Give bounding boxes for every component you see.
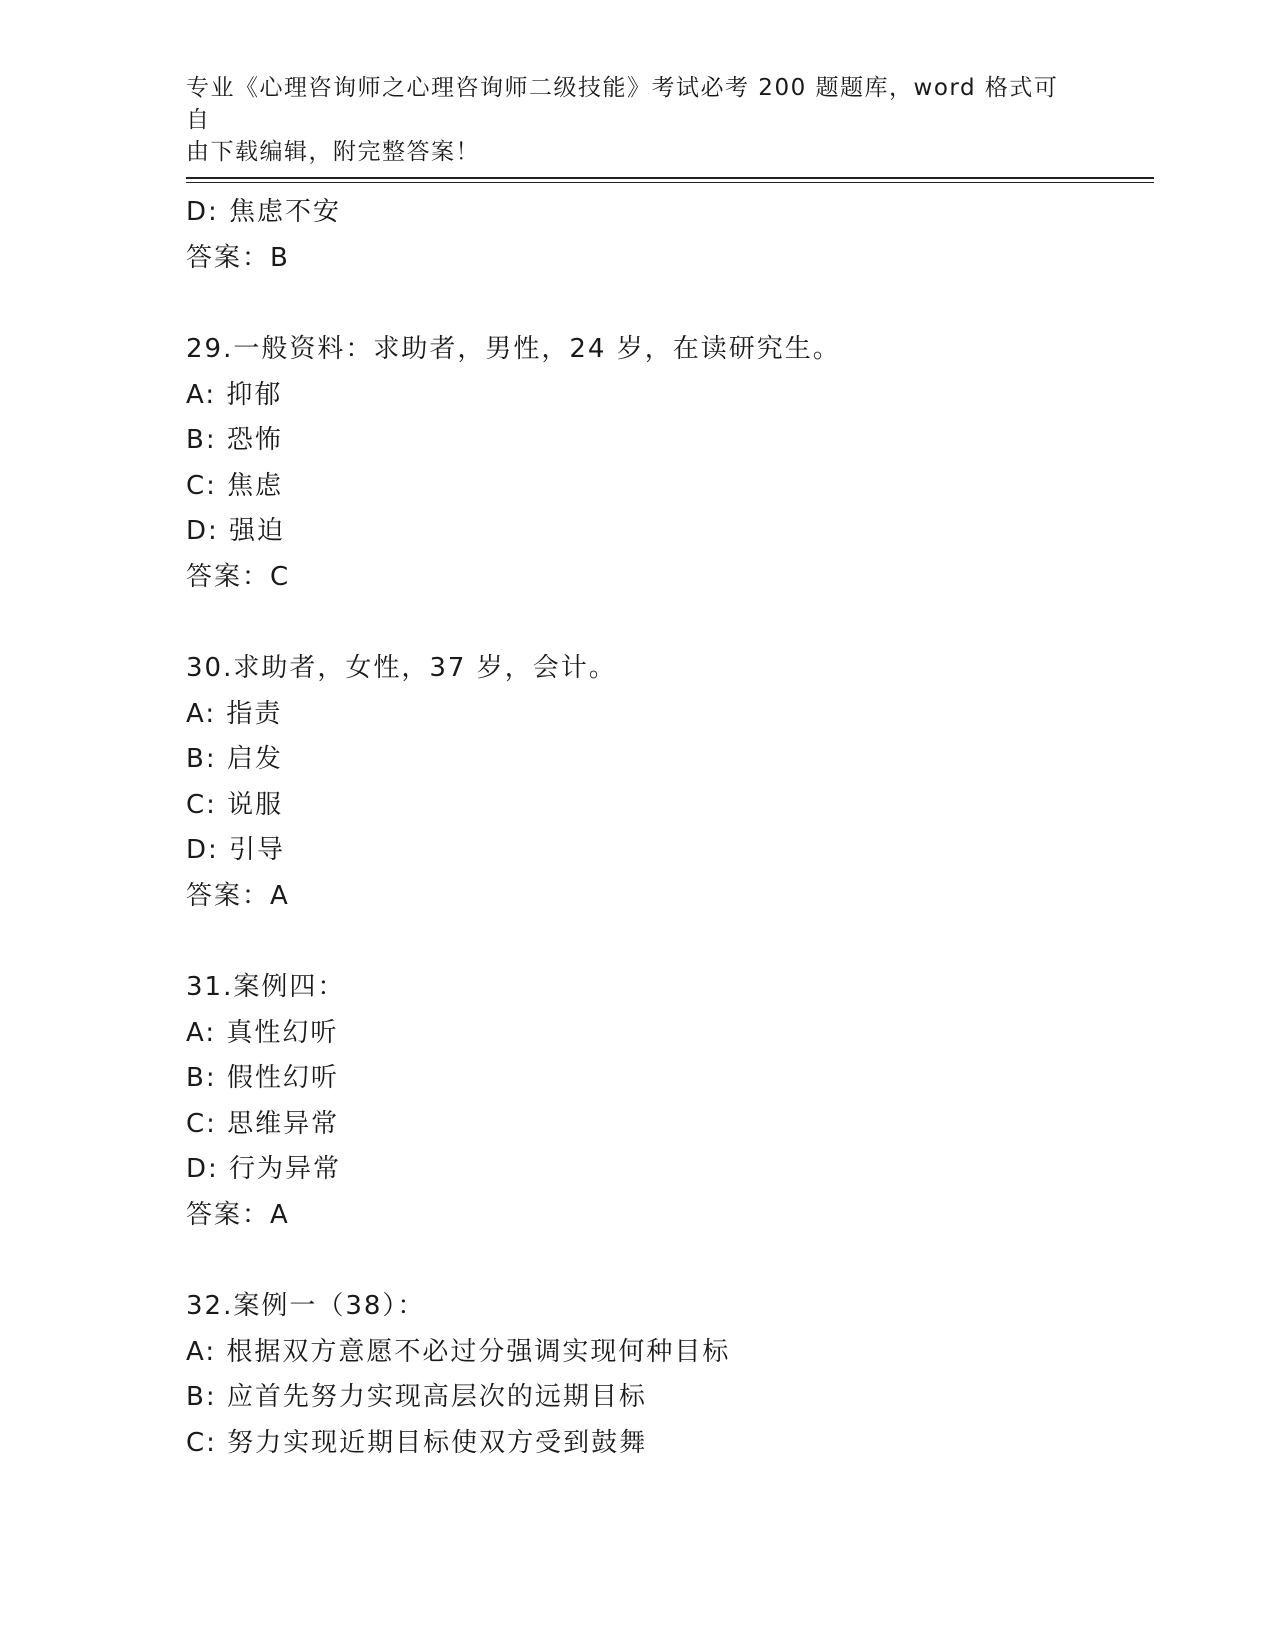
question-stem: 30.求助者，女性，37 岁，会计。 (186, 653, 617, 683)
question-stem: 31.案例四： (186, 972, 346, 1002)
header-divider-thin (186, 182, 1154, 183)
option-a: A: 抑郁 (186, 379, 283, 410)
option-c: C: 焦虑 (186, 470, 284, 501)
option-a: A: 指责 (186, 698, 283, 729)
option-b: B: 应首先努力实现高层次的远期目标 (186, 1382, 647, 1412)
header-divider-thick (186, 177, 1154, 179)
option-c: C: 说服 (186, 789, 284, 820)
question-stem: 29.一般资料：求助者，男性，24 岁，在读研究生。 (186, 334, 841, 364)
answer: 答案：B (186, 242, 290, 273)
question-stem: 32.案例一（38）： (186, 1291, 426, 1321)
document-header (186, 72, 1066, 168)
option-d: D: 焦虑不安 (186, 197, 342, 227)
question-list (186, 190, 1154, 1466)
option-c: C: 思维异常 (186, 1108, 340, 1139)
option-a: A: 根据双方意愿不必过分强调实现何种目标 (186, 1336, 731, 1367)
option-b: B: 启发 (186, 744, 283, 774)
answer: 答案：A (186, 1199, 290, 1230)
option-b: B: 假性幻听 (186, 1063, 339, 1093)
option-b: B: 恐怖 (186, 425, 283, 455)
option-d: D: 引导 (186, 835, 286, 865)
option-c: C: 努力实现近期目标使双方受到鼓舞 (186, 1427, 648, 1458)
option-d: D: 强迫 (186, 516, 286, 546)
answer: 答案：C (186, 561, 291, 592)
header-line-1: 专业《心理咨询师之心理咨询师二级技能》考试必考 200 题题库，word 格式可自 (186, 75, 1059, 133)
option-a: A: 真性幻听 (186, 1017, 339, 1048)
answer: 答案：A (186, 880, 290, 911)
header-line-2: 由下载编辑，附完整答案！ (186, 139, 480, 165)
option-d: D: 行为异常 (186, 1154, 342, 1184)
